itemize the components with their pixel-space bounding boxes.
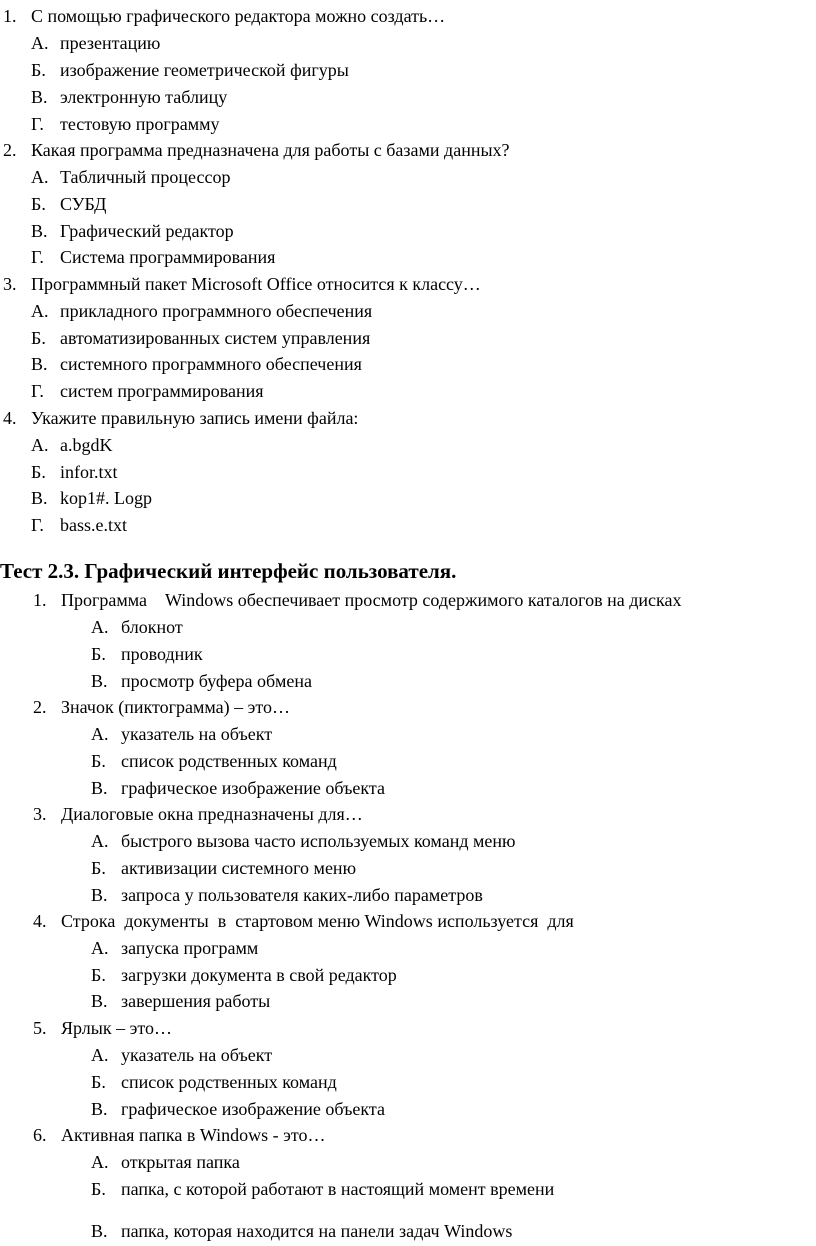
option-text: презентацию — [60, 33, 161, 53]
option-letter: В. — [31, 87, 48, 107]
option-text: блокнот — [121, 617, 183, 637]
question-number: 1. — [3, 6, 17, 26]
option-text: системного программного обеспечения — [60, 354, 362, 374]
option-letter: Г. — [31, 381, 44, 401]
question-text: Строка документы в стартовом меню Windows используется для — [61, 911, 574, 931]
option-letter: Б. — [91, 1179, 106, 1199]
option-letter: Б. — [31, 328, 46, 348]
question-number: 3. — [3, 274, 17, 294]
option-text: быстрого вызова часто используемых команд меню — [121, 831, 516, 851]
option-text: открытая папка — [121, 1152, 240, 1172]
question-text: Укажите правильную запись имени файла: — [31, 408, 359, 428]
option-text: графическое изображение объекта — [121, 1099, 386, 1119]
option-text: указатель на объект — [121, 724, 273, 744]
option-text: bass.e.txt — [60, 515, 127, 535]
question-number: 4. — [33, 911, 47, 931]
question-number: 2. — [33, 697, 47, 717]
option-text: просмотр буфера обмена — [121, 671, 312, 691]
option-letter: Б. — [31, 462, 46, 482]
option-letter: В. — [91, 778, 108, 798]
option-text: указатель на объект — [121, 1045, 273, 1065]
option-letter: А. — [31, 435, 49, 455]
option-letter: А. — [91, 1045, 109, 1065]
question-number: 1. — [33, 590, 47, 610]
option-text: Табличный процессор — [60, 167, 231, 187]
option-text: изображение геометрической фигуры — [60, 60, 349, 80]
option-text: активизации системного меню — [121, 858, 357, 878]
option-text: автоматизированных систем управления — [60, 328, 371, 348]
option-text: папка, которая находится на панели задач Windows — [121, 1221, 513, 1241]
question-text: Ярлык – это… — [61, 1018, 172, 1038]
option-letter: А. — [31, 301, 49, 321]
option-letter: Б. — [91, 858, 106, 878]
option-letter: А. — [91, 724, 109, 744]
option-text: проводник — [121, 644, 203, 664]
option-text: загрузки документа в свой редактор — [121, 965, 397, 985]
option-text: завершения работы — [121, 991, 271, 1011]
option-text: список родственных команд — [121, 1072, 337, 1092]
option-letter: В. — [91, 1221, 108, 1241]
option-letter: А. — [91, 1152, 109, 1172]
option-text: систем программирования — [60, 381, 264, 401]
option-letter: А. — [91, 617, 109, 637]
option-letter: А. — [31, 167, 49, 187]
option-text: прикладного программного обеспечения — [60, 301, 373, 321]
question-number: 2. — [3, 140, 17, 160]
option-letter: В. — [91, 671, 108, 691]
question-text: Программный пакет Microsoft Office относится к классу… — [31, 274, 481, 294]
question-number: 6. — [33, 1125, 47, 1145]
option-letter: Б. — [91, 965, 106, 985]
option-letter: Г. — [31, 114, 44, 134]
option-letter: В. — [91, 885, 108, 905]
question-number: 5. — [33, 1018, 47, 1038]
question-text: Программа Windows обеспечивает просмотр содержимого каталогов на дисках — [61, 590, 682, 610]
option-text: список родственных команд — [121, 751, 337, 771]
option-text: электронную таблицу — [60, 87, 228, 107]
option-letter: Б. — [91, 644, 106, 664]
option-text: графическое изображение объекта — [121, 778, 386, 798]
option-text: Система программирования — [60, 247, 276, 267]
question-text: С помощью графического редактора можно создать… — [31, 6, 446, 26]
option-letter: Б. — [91, 1072, 106, 1092]
question-text: Диалоговые окна предназначены для… — [61, 804, 363, 824]
question-text: Активная папка в Windows - это… — [61, 1125, 326, 1145]
option-letter: А. — [91, 831, 109, 851]
option-text: тестовую программу — [60, 114, 220, 134]
section-title: Тест 2.3. Графический интерфейс пользователя. — [0, 559, 457, 583]
option-text: Графический редактор — [60, 221, 234, 241]
option-text: СУБД — [60, 194, 107, 214]
question-text: Значок (пиктограмма) – это… — [61, 697, 290, 717]
option-letter: А. — [31, 33, 49, 53]
option-letter: А. — [91, 938, 109, 958]
option-letter: В. — [31, 488, 48, 508]
option-letter: В. — [91, 991, 108, 1011]
question-text: Какая программа предназначена для работы с базами данных? — [31, 140, 510, 160]
option-text: запуска программ — [121, 938, 259, 958]
option-text: a.bgdK — [60, 435, 113, 455]
option-text: kop1#. Logp — [60, 488, 152, 508]
option-letter: В. — [31, 354, 48, 374]
option-letter: Б. — [91, 751, 106, 771]
option-letter: Б. — [31, 194, 46, 214]
option-text: запроса у пользователя каких-либо параметров — [121, 885, 483, 905]
option-letter: Г. — [31, 247, 44, 267]
option-text: папка, с которой работают в настоящий момент времени — [121, 1179, 555, 1199]
question-number: 3. — [33, 804, 47, 824]
option-letter: Г. — [31, 515, 44, 535]
option-letter: Б. — [31, 60, 46, 80]
question-number: 4. — [3, 408, 17, 428]
option-letter: В. — [31, 221, 48, 241]
option-text: infor.txt — [60, 462, 118, 482]
option-letter: В. — [91, 1099, 108, 1119]
